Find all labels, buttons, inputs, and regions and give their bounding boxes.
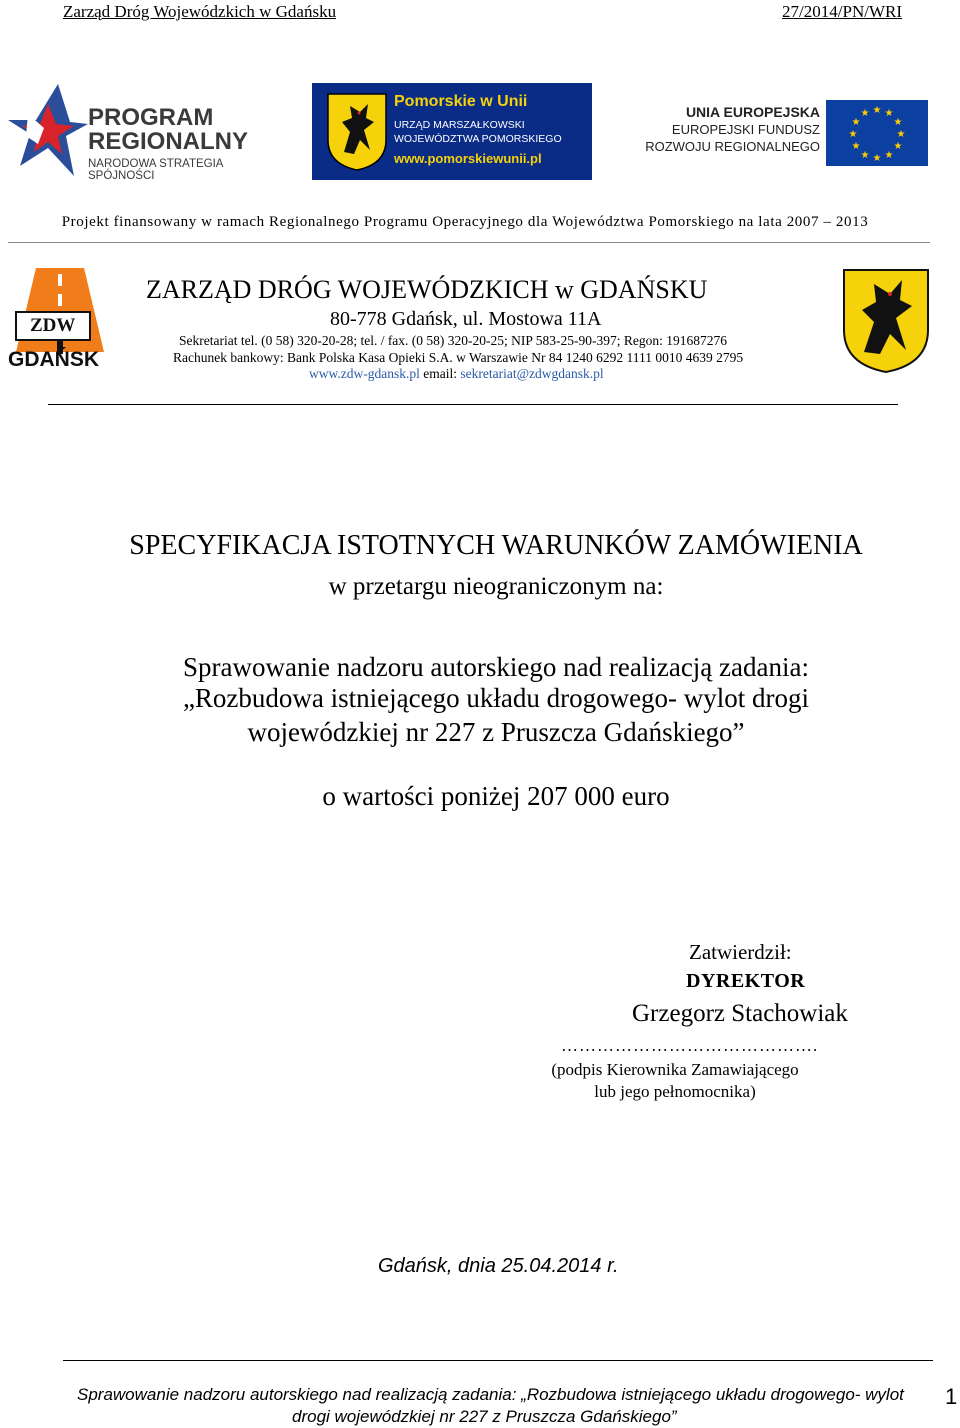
svg-text:★: ★ xyxy=(884,108,894,119)
eu-flag-icon xyxy=(826,100,928,166)
signature-caption-2: lub jego pełnomocnika) xyxy=(594,1082,756,1101)
divider xyxy=(48,404,898,405)
eu-line2: EUROPEJSKI FUNDUSZ xyxy=(671,122,820,137)
funding-note: Projekt finansowany w ramach Regionalnego Programu Operacyjnego dla Województwa Pomorskiego na lata 2007 – 2013 xyxy=(61,214,869,230)
zdw-city: GDAŃSK xyxy=(8,348,100,371)
svg-text:★: ★ xyxy=(872,105,882,116)
page-number: 1 xyxy=(945,1384,958,1409)
pomorskie-title: Pomorskie w Unii xyxy=(394,93,528,110)
program-line3: NARODOWA STRATEGIA SPÓJNOŚCI xyxy=(88,158,223,182)
program-line2: REGIONALNY xyxy=(88,128,249,155)
organization-bank: Rachunek bankowy: Bank Polska Kasa Opieki S.A. w Warszawie Nr 84 1240 6292 1111 0010 4639 2795 xyxy=(173,350,744,365)
zdw-gdansk-logo xyxy=(8,268,112,374)
footer-line-1: Sprawowanie nadzoru autorskiego nad realizacją zadania: „Rozbudowa istniejącego układu drogowego- wylot xyxy=(77,1385,904,1404)
pomeranian-crest-logo xyxy=(840,266,932,376)
organization-contact: Sekretariat tel. (0 58) 320-20-28; tel. / fax. (0 58) 320-20-25; NIP 583-25-90-397; Regon: 191687276 xyxy=(179,333,728,348)
griffin-crest-icon xyxy=(840,266,932,376)
pomorskie-line2: WOJEWÓDZTWA POMORSKIEGO xyxy=(394,133,562,145)
griffin-shield-icon xyxy=(326,92,388,172)
footer-line-2: drogi wojewódzkiej nr 227 z Pruszcza Gdańskiego” xyxy=(292,1407,677,1426)
divider xyxy=(8,242,930,243)
value-note: o wartości poniżej 207 000 euro xyxy=(322,781,670,811)
svg-text:★: ★ xyxy=(860,108,870,119)
organization-name: ZARZĄD DRÓG WOJEWÓDZKICH w GDAŃSKU xyxy=(146,275,708,304)
approval-role: DYREKTOR xyxy=(686,970,806,992)
organization-address: 80-778 Gdańsk, ul. Mostowa 11A xyxy=(330,308,602,330)
eu-fund-logo xyxy=(620,100,930,170)
task-line-3: wojewódzkiej nr 227 z Pruszcza Gdańskiego” xyxy=(247,717,745,747)
program-regionalny-logo xyxy=(8,84,292,182)
signature-dots: ……………………………………. xyxy=(561,1036,819,1055)
eu-line1: UNIA EUROPEJSKA xyxy=(685,104,820,120)
svg-text:★: ★ xyxy=(893,141,903,152)
eu-line3: ROZWOJU REGIONALNEGO xyxy=(645,139,820,154)
signature-caption-1: (podpis Kierownika Zamawiającego xyxy=(551,1060,799,1079)
approver-name: Grzegorz Stachowiak xyxy=(632,1000,848,1027)
svg-text:★: ★ xyxy=(860,150,870,161)
zdw-abbr: ZDW xyxy=(30,315,76,336)
svg-text:★: ★ xyxy=(851,141,861,152)
header-case-number: 27/2014/PN/WRI xyxy=(782,2,902,21)
svg-text:★: ★ xyxy=(848,129,858,140)
svg-text:★: ★ xyxy=(872,153,882,164)
email-label: email: xyxy=(423,366,457,381)
email-link[interactable]: sekretariat@zdwgdansk.pl xyxy=(460,366,604,381)
pomorskie-w-unii-logo xyxy=(312,83,592,180)
task-line-2: „Rozbudowa istniejącego układu drogowego- wylot drogi xyxy=(182,683,810,713)
pomorskie-line1: URZĄD MARSZAŁKOWSKI xyxy=(394,119,525,131)
svg-text:★: ★ xyxy=(893,117,903,128)
organization-web xyxy=(309,366,604,382)
website-link[interactable]: www.zdw-gdansk.pl xyxy=(309,366,420,381)
svg-text:★: ★ xyxy=(896,129,906,140)
star-emblem-icon xyxy=(8,84,88,176)
footer-divider xyxy=(63,1360,933,1361)
document-title: SPECYFIKACJA ISTOTNYCH WARUNKÓW ZAMÓWIENIA xyxy=(129,530,863,561)
header-org-name: Zarząd Dróg Wojewódzkich w Gdańsku xyxy=(63,2,337,21)
pomorskie-url: www.pomorskiewunii.pl xyxy=(394,151,542,166)
svg-text:★: ★ xyxy=(851,117,861,128)
svg-text:★: ★ xyxy=(884,150,894,161)
task-line-1: Sprawowanie nadzoru autorskiego nad realizacją zadania: xyxy=(183,652,809,682)
document-subtitle: w przetargu nieograniczonym na: xyxy=(328,573,664,600)
program-line1: PROGRAM xyxy=(88,104,214,131)
place-date: Gdańsk, dnia 25.04.2014 r. xyxy=(378,1255,619,1277)
approval-label: Zatwierdził: xyxy=(689,940,792,964)
